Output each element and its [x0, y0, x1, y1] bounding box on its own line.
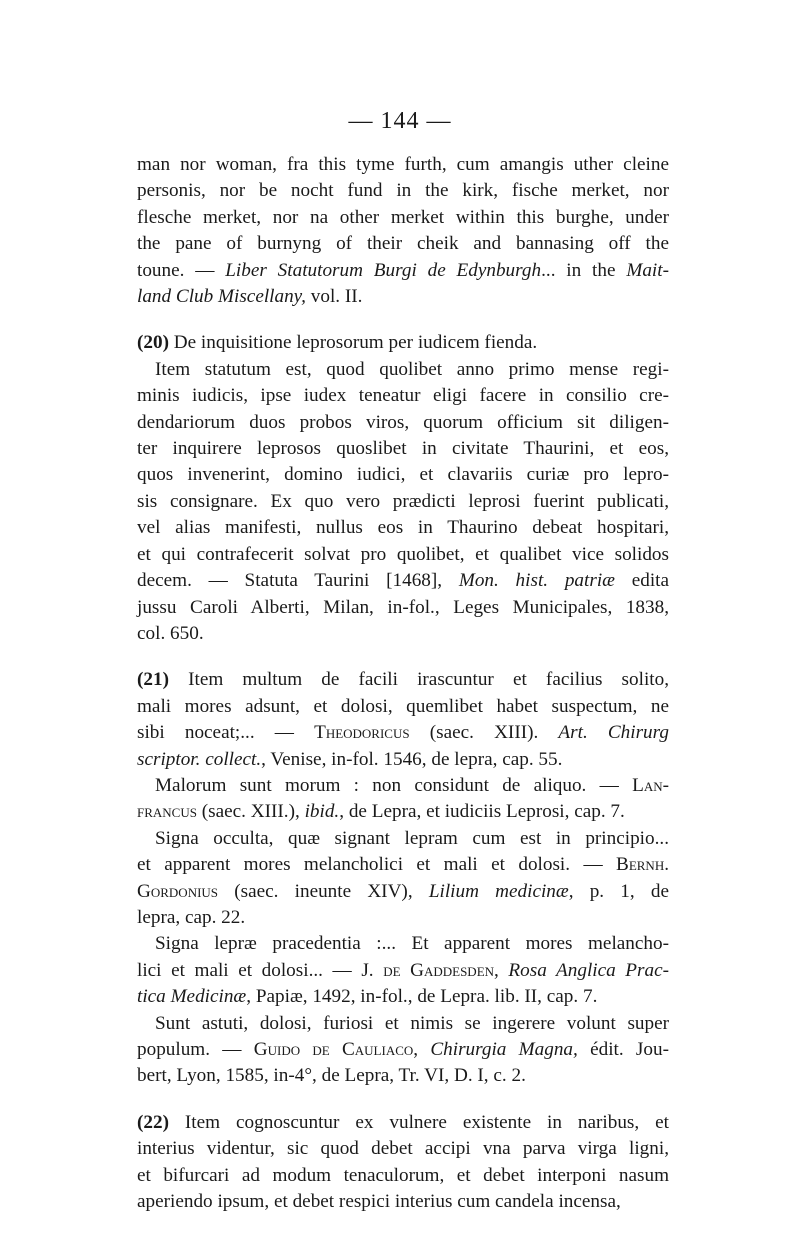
paragraph-gap: [137, 1090, 669, 1110]
text-line: [137, 258, 669, 284]
text-line: [137, 462, 669, 488]
author-name: Theodoricus: [314, 722, 410, 744]
text-line: [137, 905, 669, 931]
text-run: sis consignare. Ex quo vero prædicti leprosi fuerint publicati,: [137, 490, 669, 512]
italic-run: Lilium medicinæ: [428, 880, 569, 902]
text-run: flesche merket, nor na other merket within this burghe, under: [137, 206, 669, 228]
section-s20: [137, 330, 669, 647]
text-run: et bifurcari ad modum tenaculorum, et debet interponi nasum: [137, 1164, 669, 1186]
author-name: Guido de Cauliaco: [253, 1039, 414, 1060]
italic-run: Art. Chirurg: [558, 722, 669, 744]
section-number: (21): [137, 669, 169, 691]
section-s22: [137, 1110, 669, 1216]
text-line: [137, 1163, 669, 1189]
author-name: Gordonius: [137, 880, 219, 902]
text-run: dendariorum duos probos viros, quorum officium sit diligen-: [137, 411, 669, 433]
text-run: bert, Lyon, 1585, in-4°, de Lepra, Tr. VI, D. I, c. 2.: [137, 1065, 526, 1087]
section-number: (22): [137, 1111, 169, 1133]
text-line: [137, 489, 669, 515]
text-line: [137, 152, 669, 178]
italic-run: ibid.: [304, 801, 340, 823]
text-line: [137, 773, 669, 799]
italic-run: Mait-: [626, 259, 669, 281]
text-run: édit. Jou-: [577, 1039, 669, 1060]
text-line: [137, 1136, 669, 1162]
italic-run: Mon. hist. patriæ: [458, 570, 615, 592]
text-run: Malorum sunt morum : non considunt de aliquo. —: [155, 774, 633, 796]
text-line: [137, 826, 669, 852]
text-line: [137, 879, 669, 905]
text-line: [137, 799, 669, 825]
body-text: [137, 152, 669, 1215]
text-line: [137, 436, 669, 462]
text-line: [137, 1189, 669, 1215]
text-run: vel alias manifesti, nullus eos in Thaurino debeat hospitari,: [137, 517, 669, 539]
text-line: [137, 595, 669, 621]
text-line: [137, 931, 669, 957]
text-run: , Venise, in-fol. 1546, de lepra, cap. 55.: [261, 748, 563, 770]
text-run: , de Lepra, et iudiciis Leprosi, cap. 7.: [339, 801, 625, 823]
text-line: [137, 621, 669, 647]
text-run: Item statutum est, quod quolibet anno primo mense regi-: [155, 358, 669, 380]
author-name: Lan-: [632, 774, 669, 796]
text-line: [137, 542, 669, 568]
text-line: [137, 330, 669, 356]
text-run: vol. II.: [305, 286, 363, 308]
paragraph-gap: [137, 647, 669, 667]
text-line: [137, 1063, 669, 1089]
italic-run: Chirurgia Magna,: [430, 1039, 578, 1060]
text-line: [137, 205, 669, 231]
text-run: (saec. ineunte XIV),: [218, 880, 429, 902]
text-run: De inquisitione leprosorum per iudicem fienda.: [168, 332, 538, 354]
text-line: [137, 958, 669, 984]
text-run: , p. 1, de: [568, 880, 669, 902]
text-line: [137, 284, 669, 310]
italic-run: land Club Miscellany,: [137, 286, 306, 308]
text-run: edita: [614, 570, 669, 592]
text-run: the pane of burnyng of their cheik and bannasing off the: [137, 233, 669, 255]
italic-run: tica Medicinæ: [137, 986, 247, 1008]
section-cont: [137, 152, 669, 310]
text-run: aperiendo ipsum, et debet respici interius cum candela incensa,: [137, 1191, 621, 1213]
text-run: interius videntur, sic quod debet accipi vna parva virga ligni,: [137, 1138, 669, 1160]
italic-run: Liber Statutorum Burgi de Edynburgh: [225, 259, 542, 281]
text-run: toune. —: [137, 259, 226, 281]
text-run: et qui contrafecerit solvat pro quolibet, et qualibet vice solidos: [137, 543, 669, 565]
text-run: ,: [413, 1039, 431, 1060]
text-run: Signa occulta, quæ signant lepram cum est in principio...: [155, 827, 669, 849]
text-line: [137, 1110, 669, 1136]
text-run: (saec. XIII).: [409, 722, 559, 744]
italic-run: Rosa Anglica Prac-: [508, 959, 669, 981]
text-line: [137, 852, 669, 878]
text-line: [137, 984, 669, 1010]
text-run: , Papiæ, 1492, in-fol., de Lepra. lib. II, cap. 7.: [246, 986, 598, 1008]
text-run: jussu Caroli Alberti, Milan, in-fol., Leges Municipales, 1838,: [137, 596, 669, 618]
text-run: Sunt astuti, dolosi, furiosi et nimis se ingerere volunt super: [155, 1012, 669, 1034]
text-line: [137, 1011, 669, 1037]
text-run: col. 650.: [137, 622, 204, 644]
text-run: minis iudicis, ipse iudex teneatur eligi facere in consilio cre-: [137, 385, 669, 407]
author-name: J. de Gaddesden: [361, 959, 495, 981]
text-run: man nor woman, fra this tyme furth, cum amangis uther cleine: [137, 154, 669, 175]
text-run: populum. —: [137, 1039, 254, 1060]
text-line: [137, 231, 669, 257]
text-line: [137, 515, 669, 541]
text-run: Signa lepræ pracedentia :... Et apparent mores melancho-: [155, 933, 669, 955]
text-line: [137, 694, 669, 720]
section-s21: [137, 667, 669, 1090]
author-name: Bernh.: [616, 854, 669, 876]
text-line: [137, 383, 669, 409]
text-line: [137, 747, 669, 773]
text-run: quos invenerint, domino iudici, et clavariis curiæ pro lepro-: [137, 464, 669, 486]
text-line: [137, 1037, 669, 1063]
text-run: ,: [494, 959, 509, 981]
page-number: — 144 —: [348, 108, 452, 134]
text-line: [137, 568, 669, 594]
text-run: sibi noceat;... —: [137, 722, 315, 744]
text-line: [137, 667, 669, 693]
text-run: ... in the: [541, 259, 627, 281]
text-run: mali mores adsunt, et dolosi, quemlibet habet suspectum, ne: [137, 695, 669, 717]
text-run: personis, nor be nocht fund in the kirk, fische merket, nor: [137, 180, 669, 202]
author-name: francus: [137, 801, 197, 823]
text-run: lepra, cap. 22.: [137, 906, 246, 928]
paragraph-gap: [137, 310, 669, 330]
text-line: [137, 357, 669, 383]
text-line: [137, 410, 669, 436]
text-run: Item multum de facili irascuntur et facilius solito,: [168, 669, 669, 691]
text-run: lici et mali et dolosi... —: [137, 959, 362, 981]
text-line: [137, 178, 669, 204]
text-run: decem. — Statuta Taurini [1468],: [137, 570, 459, 592]
text-run: Item cognoscuntur ex vulnere existente in naribus, et: [168, 1111, 669, 1133]
italic-run: scriptor. collect.: [137, 748, 262, 770]
text-run: (saec. XIII.),: [196, 801, 305, 823]
text-run: ter inquirere leprosos quoslibet in civitate Thaurini, et eos,: [137, 438, 669, 460]
section-number: (20): [137, 332, 169, 354]
text-line: [137, 720, 669, 746]
text-run: et apparent mores melancholici et mali et dolosi. —: [137, 854, 617, 876]
